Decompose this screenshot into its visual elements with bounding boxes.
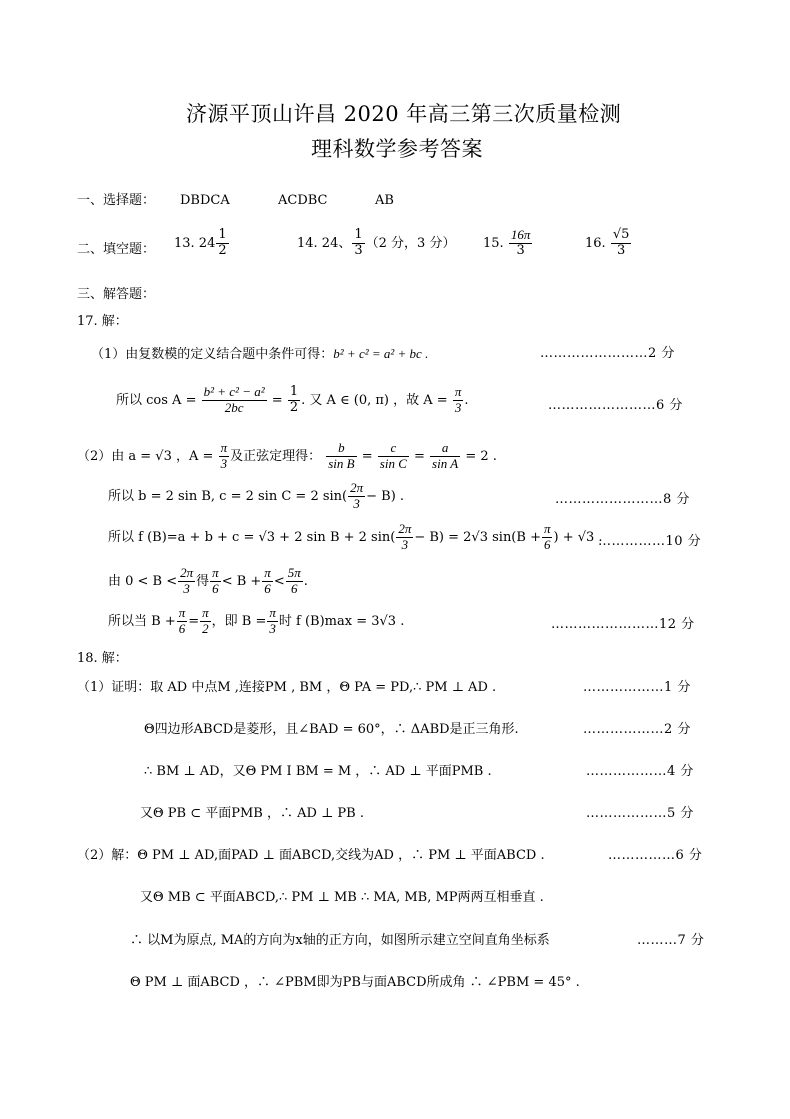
p17-l7-frac-3 xyxy=(267,606,278,637)
p17-l6-num: 2π xyxy=(180,565,194,580)
p17-line-3: （2）由 a = √3 ，A = $\frac{\pi}{3}$ 及正弦定理得： $\frac{b}{\text{sin B}}$ = $\frac{c}{\text{sin C}}$ = $\frac{a}{\text{sin A}}$ = 2 . xyxy=(77,440,497,471)
p17-l5-score: ……………10 分 xyxy=(598,534,702,549)
q15-text: 15. xyxy=(483,235,504,251)
p17-l4-end: − B) . xyxy=(366,488,405,504)
p17-l5-mid: − B) = 2√3 sin(B + xyxy=(414,529,541,545)
p17-l2-eq: = xyxy=(271,392,283,408)
p17-l3-frac-2 xyxy=(378,441,409,472)
p17-l3-f3-den: sin A xyxy=(432,455,459,471)
q15-den: 3 xyxy=(516,242,525,258)
p17-l6-num4: 5π xyxy=(287,565,301,580)
p17-l6-mid: 得 xyxy=(196,573,210,589)
p18-line-7: ∴ 以M为原点, MA的方向为x轴的正方向，如图所示建立空间直角坐标系 xyxy=(130,933,550,948)
p17-line-2 xyxy=(116,385,468,416)
p17-l7-mid: ，即 B = xyxy=(211,613,267,629)
p17-l5-num: 2π xyxy=(398,521,412,536)
q14-note: （2 分，3 分） xyxy=(365,235,456,251)
p18-line-5: （2）解：Θ PM ⊥ AD,面PAD ⊥ 面ABCD,交线为AD ，∴ PM ⊥ 平面ABCD . xyxy=(77,848,545,863)
p17-l6-den4: 6 xyxy=(290,580,298,596)
q14-text: 14. 24、 xyxy=(297,235,352,251)
p17-l2-pi xyxy=(453,385,464,416)
p17-l4-score: ……………………8 分 xyxy=(555,492,690,507)
p17-l7-frac-1 xyxy=(177,606,188,637)
p18-line-3: ∴ BM ⊥ AD，又Θ PM I BM = M ，∴ AD ⊥ 平面PMB . xyxy=(144,764,492,779)
q16-den: 3 xyxy=(616,242,626,258)
p17-line-7 xyxy=(108,606,404,637)
q14-fraction xyxy=(352,228,364,259)
section-2-label: 二、填空题： xyxy=(77,242,156,257)
p17-l3-pi-den: 3 xyxy=(220,455,228,471)
p18-heading: 18. 解： xyxy=(77,651,128,666)
p17-line-6 xyxy=(108,566,308,597)
q13-answer xyxy=(174,228,230,259)
p17-l6-mid2: < B + xyxy=(221,573,262,589)
p17-l7-den2: 2 xyxy=(202,620,209,636)
p17-l2-pi-num: π xyxy=(454,384,462,399)
q13-den: 2 xyxy=(218,242,227,258)
q13-num: 1 xyxy=(218,227,227,242)
p17-l5-end: ) + √3 . xyxy=(553,529,603,545)
section-3-label: 三、解答题： xyxy=(77,287,156,302)
q15-num: 16π xyxy=(510,227,531,242)
answers-group-3: AB xyxy=(375,193,394,208)
p17-l3-f2-den: sin C xyxy=(379,455,407,471)
p17-l7-num2: π xyxy=(202,605,209,620)
p17-l4-frac xyxy=(348,481,365,512)
p18-line-6: 又Θ MB ⊂ 平面ABCD,∴ PM ⊥ MB ∴ MA, MB, MP两两互相垂直 . xyxy=(140,890,544,905)
p17-l3-f1-den: sin B xyxy=(328,455,355,471)
p17-l5-den: 3 xyxy=(401,536,409,552)
p17-l6-frac-4 xyxy=(286,566,303,597)
p17-l6-end: . xyxy=(303,573,308,589)
p17-l7-num: π xyxy=(178,605,186,620)
p18-l2-score: ………………2 分 xyxy=(583,722,691,737)
p17-l2-half-num: 1 xyxy=(289,384,299,399)
q16-answer xyxy=(585,228,632,259)
p17-l3-a: （2）由 a = √3 ，A = xyxy=(77,448,214,464)
p17-l6-lt: < xyxy=(273,573,285,589)
p17-l6-frac-1 xyxy=(178,566,195,597)
p18-line-8: Θ PM ⊥ 面ABCD ，∴ ∠PBM即为PB与面ABCD所成角 ∴ ∠PBM = 45° . xyxy=(130,975,580,990)
p17-l3-frac-3 xyxy=(430,441,460,472)
p17-l3-b: 及正弦定理得： xyxy=(230,448,322,464)
p17-l6-frac-2 xyxy=(210,566,221,597)
q14-den: 3 xyxy=(354,242,363,258)
p17-line-4 xyxy=(108,481,404,512)
p17-l3-f1-num: b xyxy=(326,441,356,457)
p17-l2-den: 2bc xyxy=(224,399,244,415)
p17-l6-num3: π xyxy=(264,565,271,580)
q14-answer xyxy=(297,228,455,259)
p18-l1-score: ………………1 分 xyxy=(583,680,691,695)
p17-l7-den3: 3 xyxy=(269,620,276,636)
p17-l1-math: b² + c² = a² + bc . xyxy=(333,346,429,361)
p18-line-4: 又Θ PB ⊂ 平面PMB ，∴ AD ⊥ PB . xyxy=(140,806,364,821)
p17-l3-end: = 2 . xyxy=(465,448,497,464)
q13-text: 13. 24 xyxy=(174,235,216,251)
p17-l5-num2: π xyxy=(543,521,551,536)
p18-line-2: Θ四边形ABCD是菱形，且∠BAD = 60°，∴ ΔABD是正三角形. xyxy=(144,722,519,737)
p17-l5-frac-1 xyxy=(396,522,413,553)
p17-l2-end: . xyxy=(464,392,469,408)
q15-fraction xyxy=(509,228,533,259)
p17-l3-pi xyxy=(219,441,230,472)
p17-l6-pre: 由 0 < B < xyxy=(108,573,178,589)
section-1-label: 一、选择题： xyxy=(77,193,156,208)
p17-l2-half-den: 2 xyxy=(289,399,299,415)
p18-l7-score: ………7 分 xyxy=(637,933,705,948)
q14-num: 1 xyxy=(354,227,363,242)
title-line-2: 理科数学参考答案 xyxy=(311,137,483,161)
p17-l2-frac xyxy=(202,385,267,416)
p17-l1-text: （1）由复数模的定义结合题中条件可得： xyxy=(91,347,334,362)
q16-num: √5 xyxy=(612,227,630,242)
p17-l7-pre: 所以当 B + xyxy=(108,613,176,629)
p17-l3-f2-num: c xyxy=(378,441,409,457)
p17-l7-frac-2 xyxy=(200,606,211,637)
p17-l7-score: ……………………12 分 xyxy=(551,617,695,632)
answers-group-1: DBDCA xyxy=(180,193,230,208)
p17-l7-end: 时 f (B)max = 3√3 . xyxy=(278,613,405,629)
p17-l3-frac-1 xyxy=(326,441,356,472)
p17-l4-den: 3 xyxy=(353,495,360,511)
p18-l5-score: ……………6 分 xyxy=(608,848,703,863)
q16-text: 16. xyxy=(585,235,606,251)
q16-fraction xyxy=(611,228,632,259)
p18-l3-score: ………………4 分 xyxy=(586,764,694,779)
p17-l2-pi-den: 3 xyxy=(454,399,462,415)
p17-l4-pre: 所以 b = 2 sin B, c = 2 sin C = 2 sin( xyxy=(108,488,348,504)
p17-l2-mid: . 又 A ∈ (0, π) ，故 A = xyxy=(301,392,448,408)
p17-l6-den2: 6 xyxy=(212,580,219,596)
q15-answer xyxy=(483,228,533,259)
p17-l6-frac-3 xyxy=(262,566,273,597)
p17-l7-num3: π xyxy=(269,605,276,620)
p17-l6-den3: 6 xyxy=(264,580,271,596)
p17-l5-frac-2 xyxy=(542,522,553,553)
p17-l6-num2: π xyxy=(212,565,219,580)
p17-l2-pre: 所以 cos A = xyxy=(116,392,197,408)
title-line-1: 济源平顶山许昌 2020 年高三第三次质量检测 xyxy=(186,102,622,126)
p17-l7-den: 6 xyxy=(178,620,186,636)
p17-l1-score: ……………………2 分 xyxy=(540,346,675,361)
p17-l6-den: 3 xyxy=(183,580,190,596)
answers-group-2: ACDBC xyxy=(278,193,328,208)
p17-l3-pi-num: π xyxy=(220,440,228,455)
p17-l3-f3-num: a xyxy=(430,441,460,457)
p17-l2-score: ……………………6 分 xyxy=(548,398,683,413)
p17-line-1 xyxy=(91,347,428,361)
p17-l5-den2: 6 xyxy=(543,536,551,552)
p17-heading: 17. 解： xyxy=(77,314,128,329)
p17-l7-eq: = xyxy=(188,613,200,629)
p17-l2-num: b² + c² − a² xyxy=(203,384,265,399)
p17-l4-num: 2π xyxy=(350,480,364,495)
p18-l4-score: ………………5 分 xyxy=(586,806,694,821)
p18-line-1: （1）证明：取 AD 中点M ,连接PM , BM ，Θ PA = PD,∴ PM ⊥ AD . xyxy=(77,680,497,695)
p17-line-5 xyxy=(108,522,603,553)
p17-l5-pre: 所以 f (B)=a + b + c = √3 + 2 sin B + 2 sin( xyxy=(108,529,396,545)
q13-fraction xyxy=(216,228,228,259)
p17-l2-half xyxy=(288,385,300,416)
